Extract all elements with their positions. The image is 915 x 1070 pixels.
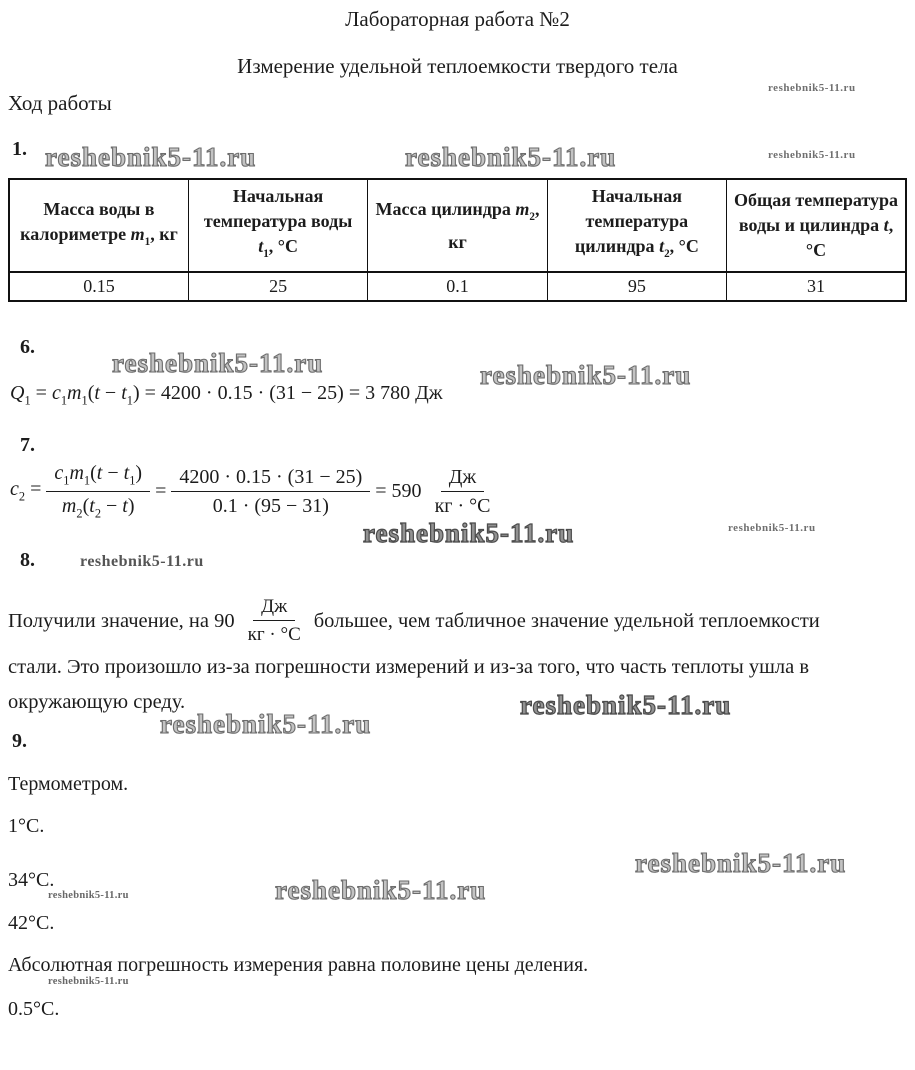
fraction-denominator: кг · °С	[434, 494, 491, 517]
fraction-numerator: Дж	[441, 466, 484, 492]
table-value-cell: 0.1	[368, 272, 547, 301]
table-value-cell: 25	[188, 272, 367, 301]
watermark: reshebnik5-11.ru	[768, 82, 856, 94]
watermark: reshebnik5-11.ru	[405, 142, 617, 172]
step-number-6: 6.	[20, 336, 35, 358]
answer-error-statement: Абсолютная погрешность измерения равна половине цены деления.	[8, 954, 589, 976]
fraction-numerator: 4200 · 0.15 · (31 − 25)	[171, 466, 370, 492]
answer-temp-34: 34°С.	[8, 869, 55, 891]
table-header-row	[9, 179, 906, 272]
table-header-cell: Масса воды в калориметре $m_1$, кг	[9, 179, 188, 272]
watermark: reshebnik5-11.ru	[48, 890, 129, 901]
answer-error-value: 0.5°С.	[8, 998, 60, 1020]
fraction-numerator: $c_1m_1(t - t_1)$	[46, 462, 150, 492]
fraction-denominator: кг · °С	[247, 624, 301, 645]
answer-scale-division: 1°С.	[8, 815, 45, 837]
step-number-7: 7.	[20, 434, 35, 456]
table-header-cell: Общая температура воды и цилиндра t, °С	[727, 179, 906, 272]
conclusion-text-before: Получили значение, на 90	[8, 609, 235, 632]
watermark: reshebnik5-11.ru	[80, 553, 204, 570]
fraction-numerator: Дж	[253, 596, 295, 621]
fraction-denominator: $m_2(t_2 - t)$	[61, 494, 135, 521]
table-value-cell: 95	[547, 272, 726, 301]
fraction	[46, 462, 150, 521]
watermark: reshebnik5-11.ru	[635, 848, 847, 878]
fraction	[171, 466, 370, 518]
answer-temp-42: 42°С.	[8, 912, 55, 934]
formula-c2-result: = 590	[375, 480, 422, 503]
table-value-cell: 0.15	[9, 272, 188, 301]
formula-q1: $Q_1 = c_1m_1(t - t_1) = 4200 \cdot 0.15 \cdot (31 - 25) = 3$ 780 Дж	[10, 382, 443, 408]
watermark: reshebnik5-11.ru	[275, 875, 487, 905]
equals-sign: =	[155, 480, 167, 503]
conclusion-text-rest: стали. Это произошло из-за погрешности измерений и из-за того, что часть теплоты ушла в окружающую среду.	[8, 656, 810, 713]
step-number-9: 9.	[12, 730, 27, 752]
watermark: reshebnik5-11.ru	[160, 709, 372, 739]
conclusion-line-1	[8, 596, 820, 646]
watermark: reshebnik5-11.ru	[768, 149, 856, 161]
page-title: Лабораторная работа №2	[345, 7, 570, 31]
table-value-cell: 31	[727, 272, 906, 301]
units-fraction	[427, 466, 499, 518]
units-fraction	[240, 596, 309, 646]
fraction-denominator: 0.1 · (95 − 31)	[212, 494, 329, 517]
watermark: reshebnik5-11.ru	[45, 142, 257, 172]
watermark: reshebnik5-11.ru	[480, 360, 692, 390]
formula-c2	[10, 462, 503, 521]
watermark: reshebnik5-11.ru	[48, 976, 129, 987]
step-number-8: 8.	[20, 549, 35, 571]
page-subtitle: Измерение удельной теплоемкости твердого тела	[237, 54, 678, 78]
table-value-row	[9, 272, 906, 301]
watermark: reshebnik5-11.ru	[363, 518, 575, 548]
answer-thermometer: Термометром.	[8, 773, 129, 795]
watermark: reshebnik5-11.ru	[112, 348, 324, 378]
work-progress-label: Ход работы	[8, 91, 112, 115]
measurements-table	[8, 178, 907, 302]
step-number-1: 1.	[12, 138, 27, 160]
watermark: reshebnik5-11.ru	[520, 690, 732, 720]
formula-c2-lhs: $c_2$ =	[10, 478, 42, 504]
table-header-cell: Начальная температура воды $t_1$, °С	[188, 179, 367, 272]
watermark: reshebnik5-11.ru	[728, 522, 816, 534]
table-header-cell: Начальная температура цилиндра $t_2$, °С	[547, 179, 726, 272]
table-header-cell: Масса цилиндра $m_2$, кг	[368, 179, 547, 272]
conclusion-text-after: большее, чем табличное значение удельной теплоемкости	[313, 609, 820, 632]
